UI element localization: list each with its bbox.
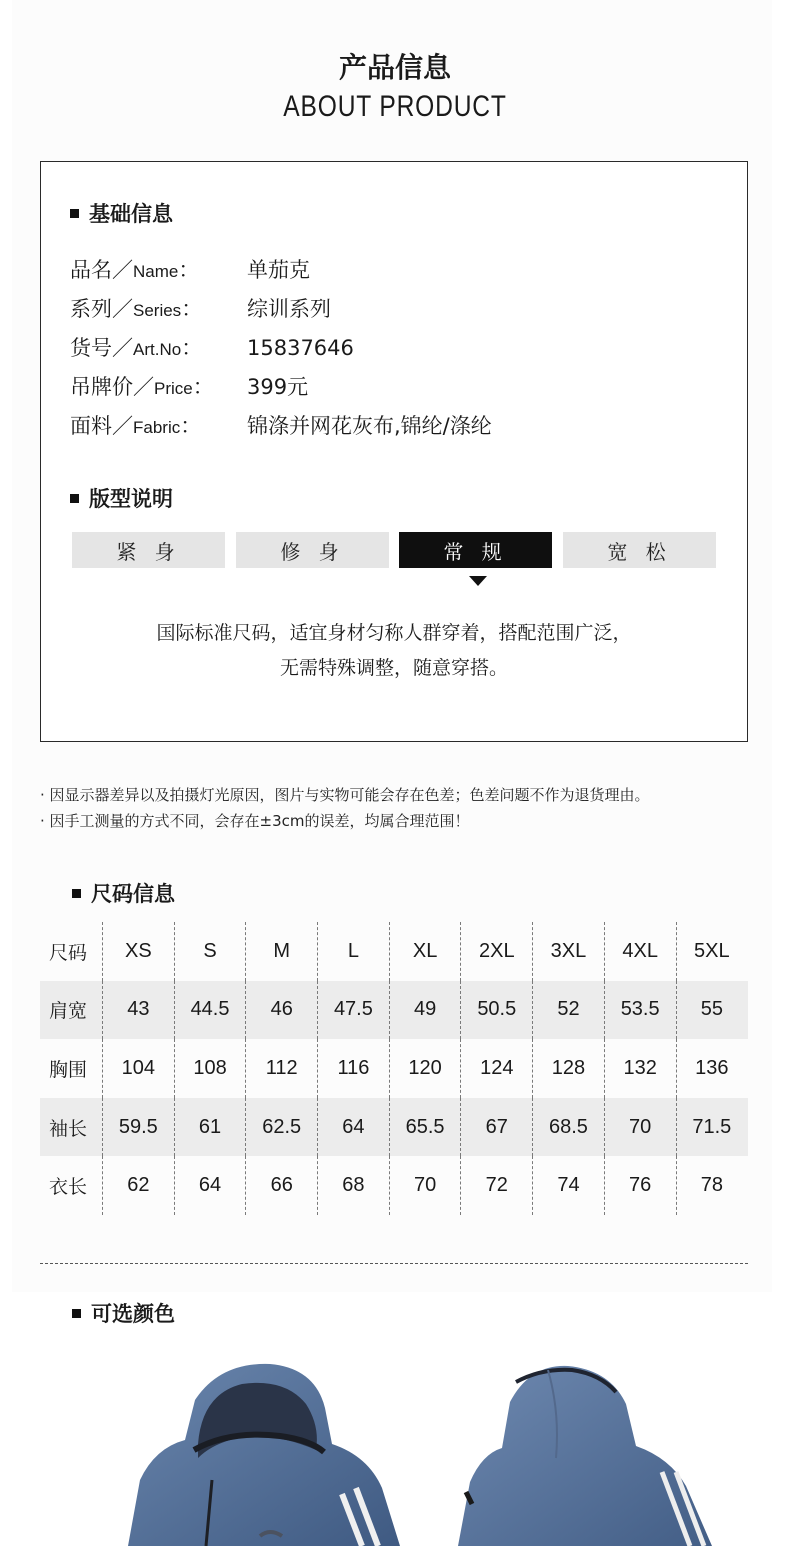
table-cell: 70 (389, 1156, 461, 1215)
spec-label: 面料／Fabric： (70, 414, 202, 438)
size-label-cell: M (245, 922, 317, 981)
fit-heading: 版型说明 (70, 483, 173, 513)
spec-label: 货号／Art.No： (70, 336, 203, 360)
table-cell: 108 (174, 1039, 246, 1098)
size-table (40, 922, 748, 1215)
table-row (40, 981, 748, 1040)
table-cell: 128 (532, 1039, 604, 1098)
table-cell: 50.5 (460, 981, 532, 1040)
table-cell: 47.5 (317, 981, 389, 1040)
spec-label: 品名／Name： (70, 258, 200, 282)
fit-option-regular[interactable]: 常 规 (399, 532, 552, 568)
spec-row-art-no (70, 332, 354, 362)
selected-pointer-icon (469, 576, 487, 586)
table-cell: 112 (245, 1039, 317, 1098)
table-cell: 70 (604, 1098, 676, 1157)
fit-option-loose[interactable]: 宽 松 (563, 532, 716, 568)
size-label-cell: 5XL (676, 922, 748, 981)
table-cell: 78 (676, 1156, 748, 1215)
square-bullet-icon (70, 209, 79, 218)
disclaimer-notes (40, 782, 650, 834)
fit-option-slim[interactable]: 修 身 (236, 532, 389, 568)
table-row (40, 1098, 748, 1157)
fit-selector (72, 532, 716, 568)
table-cell: 74 (532, 1156, 604, 1215)
table-cell: 52 (532, 981, 604, 1040)
table-cell: 61 (174, 1098, 246, 1157)
table-cell: 132 (604, 1039, 676, 1098)
square-bullet-icon (72, 1309, 81, 1318)
table-row (40, 1156, 748, 1215)
jacket-front-image (110, 1360, 410, 1546)
section-divider (40, 1263, 748, 1264)
table-cell: 62 (102, 1156, 174, 1215)
size-header-row (40, 922, 748, 981)
table-cell: 68 (317, 1156, 389, 1215)
fit-description: 国际标准尺码，适宜身材匀称人群穿着，搭配范围广泛， 无需特殊调整，随意穿搭。 (156, 622, 632, 679)
table-cell: 65.5 (389, 1098, 461, 1157)
table-cell: 67 (460, 1098, 532, 1157)
table-cell: 64 (174, 1156, 246, 1215)
table-row (40, 1039, 748, 1098)
size-label-cell: 4XL (604, 922, 676, 981)
page-title-cn: 产品信息 (338, 51, 451, 84)
table-cell: 68.5 (532, 1098, 604, 1157)
size-label-cell: L (317, 922, 389, 981)
size-label-cell: XL (389, 922, 461, 981)
basic-info-heading: 基础信息 (70, 198, 173, 228)
product-info-box (40, 161, 748, 742)
fit-option-tight[interactable]: 紧 身 (72, 532, 225, 568)
table-cell: 76 (604, 1156, 676, 1215)
table-cell: 66 (245, 1156, 317, 1215)
row-label: 尺码 (49, 941, 88, 964)
note-measurement-error: · 因手工测量的方式不同，会存在±3cm的误差，均属合理范围！ (40, 812, 470, 830)
spec-label: 吊牌价／Price： (70, 375, 214, 399)
note-color-difference: · 因显示器差异以及拍摄灯光原因，图片与实物可能会存在色差；色差问题不作为退货理由。 (40, 786, 650, 804)
table-cell: 43 (102, 981, 174, 1040)
size-label-cell: 3XL (532, 922, 604, 981)
spec-value: 399元 (247, 375, 309, 399)
size-label-cell: XS (102, 922, 174, 981)
table-cell: 44.5 (174, 981, 246, 1040)
spec-value: 综训系列 (247, 297, 331, 321)
table-cell: 71.5 (676, 1098, 748, 1157)
row-label: 肩宽 (49, 1000, 88, 1023)
table-cell: 124 (460, 1039, 532, 1098)
row-label: 胸围 (49, 1058, 88, 1081)
spec-value: 单茄克 (247, 258, 310, 282)
size-label-cell: S (174, 922, 246, 981)
spec-row-name (70, 254, 310, 284)
jacket-back-image (450, 1362, 720, 1546)
spec-label: 系列／Series： (70, 297, 203, 321)
color-options-heading: 可选颜色 (72, 1298, 175, 1328)
table-cell: 72 (460, 1156, 532, 1215)
spec-row-price (70, 371, 308, 401)
table-cell: 55 (676, 981, 748, 1040)
page-title-en: ABOUT PRODUCT (283, 90, 507, 123)
table-cell: 46 (245, 981, 317, 1040)
spec-value: 15837646 (247, 336, 354, 360)
table-cell: 59.5 (102, 1098, 174, 1157)
table-cell: 64 (317, 1098, 389, 1157)
table-cell: 104 (102, 1039, 174, 1098)
table-cell: 53.5 (604, 981, 676, 1040)
square-bullet-icon (70, 494, 79, 503)
size-info-heading: 尺码信息 (72, 878, 175, 908)
row-label: 袖长 (49, 1117, 88, 1140)
table-cell: 49 (389, 981, 461, 1040)
table-cell: 116 (317, 1039, 389, 1098)
row-label: 衣长 (49, 1176, 88, 1199)
spec-row-series (70, 293, 331, 323)
size-label-cell: 2XL (460, 922, 532, 981)
table-cell: 62.5 (245, 1098, 317, 1157)
spec-value: 锦涤并网花灰布,锦纶/涤纶 (247, 414, 492, 438)
table-cell: 120 (389, 1039, 461, 1098)
spec-row-fabric (70, 410, 492, 440)
square-bullet-icon (72, 889, 81, 898)
table-cell: 136 (676, 1039, 748, 1098)
